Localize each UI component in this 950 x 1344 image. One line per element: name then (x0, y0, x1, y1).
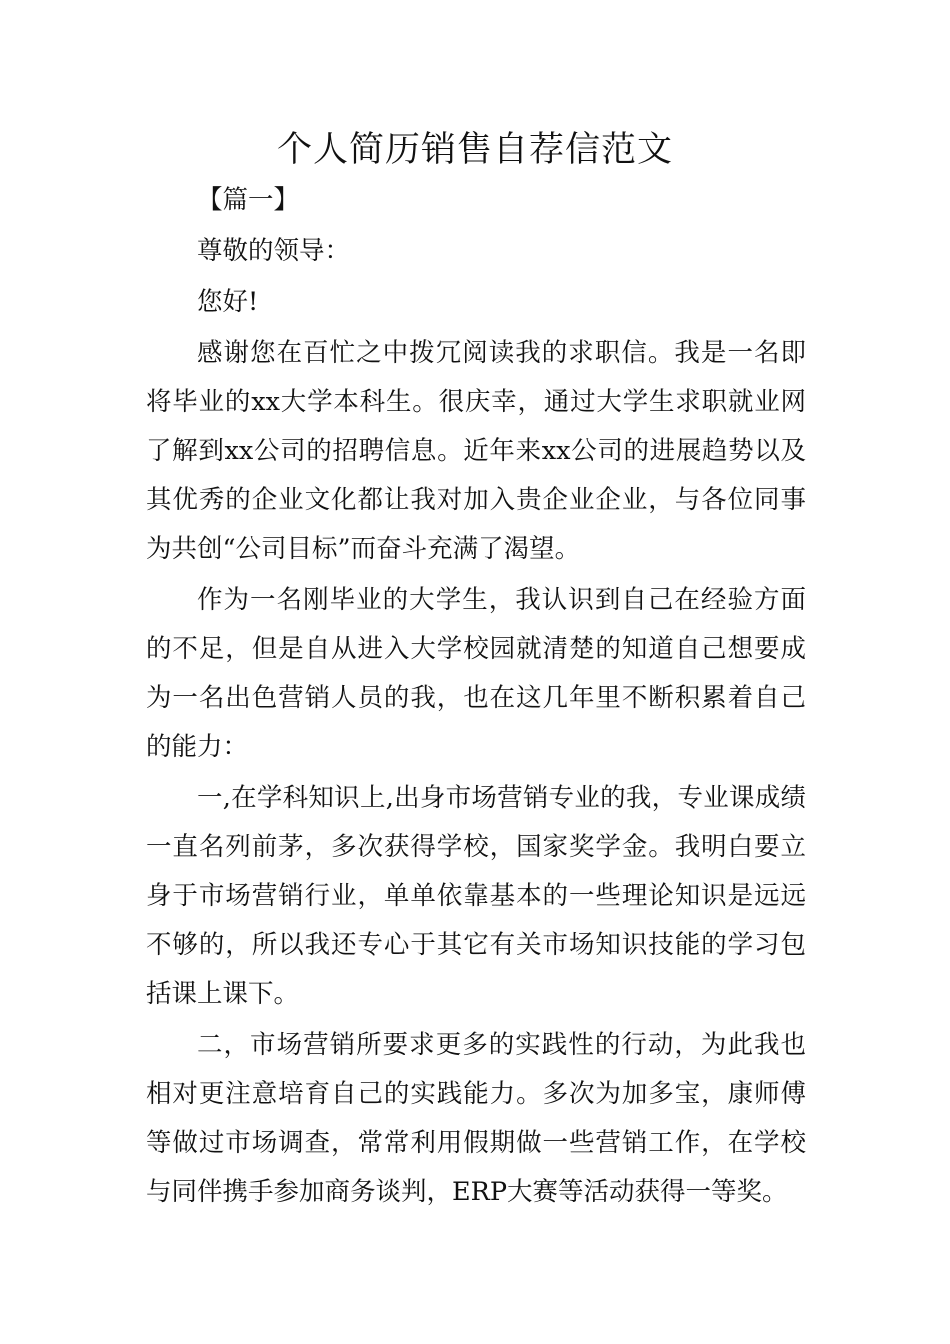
paragraph-point-one: 一,在学科知识上,出身市场营销专业的我，专业课成绩一直名列前茅，多次获得学校，国家奖学金。我明白要立身于市场营销行业，单单依靠基本的一些理论知识是远远不够的，所以我还专心于其它有关市场知识技能的学习包括课上课下。 (146, 783, 806, 1009)
paragraph-self-assessment: 作为一名刚毕业的大学生，我认识到自己在经验方面的不足，但是自从进入大学校园就清楚的知道自己想要成为一名出色营销人员的我，也在这几年里不断积累着自己的能力： (146, 585, 806, 762)
paragraph-intro: 感谢您在百忙之中拨冗阅读我的求职信。我是一名即将毕业的xx大学本科生。很庆幸，通过大学生求职就业网了解到xx公司的招聘信息。近年来xx公司的进展趋势以及其优秀的企业文化都让我对加入贵企业企业，与各位同事为共创“公司目标”而奋斗充满了渴望。 (146, 338, 806, 564)
greeting: 您好! (197, 287, 259, 317)
section-heading: 【篇一】 (197, 185, 300, 215)
paragraph-point-two: 二，市场营销所要求更多的实践性的行动，为此我也相对更注意培育自己的实践能力。多次为加多宝，康师傅等做过市场调查，常常利用假期做一些营销工作，在学校与同伴携手参加商务谈判，ERP大赛等活动获得一等奖。 (146, 1030, 806, 1207)
document-body (146, 176, 806, 1219)
salutation: 尊敬的领导： (197, 236, 351, 266)
document-title: 个人简历销售自荐信范文 (276, 130, 673, 170)
